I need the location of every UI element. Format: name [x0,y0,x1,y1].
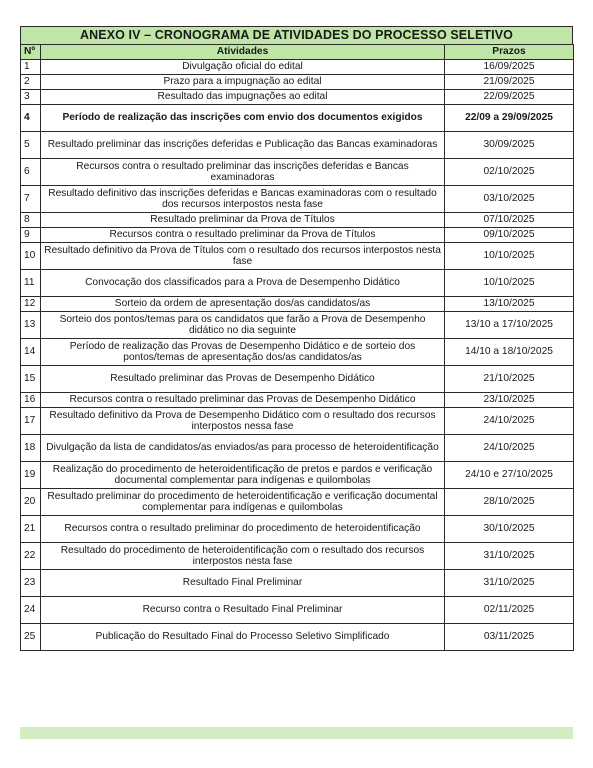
row-activity: Recursos contra o resultado preliminar das inscrições deferidas e Bancas examinadoras [41,159,445,186]
row-activity: Resultado Final Preliminar [41,570,445,597]
row-number: 8 [21,213,41,228]
row-deadline: 24/10/2025 [445,435,574,462]
row-deadline: 22/09/2025 [445,90,574,105]
row-activity: Recursos contra o resultado preliminar da Prova de Títulos [41,228,445,243]
table-row [21,186,574,213]
table-row [21,339,574,366]
row-activity: Período de realização das Provas de Desempenho Didático e de sorteio dos pontos/temas de apresentação dos/as candidatos/as [41,339,445,366]
row-deadline: 14/10 a 18/10/2025 [445,339,574,366]
row-number: 13 [21,312,41,339]
row-number: 10 [21,243,41,270]
row-activity: Resultado preliminar das inscrições deferidas e Publicação das Bancas examinadoras [41,132,445,159]
row-number: 2 [21,75,41,90]
table-row [21,597,574,624]
table-row [21,312,574,339]
table-row [21,132,574,159]
table-row [21,435,574,462]
row-activity: Prazo para a impugnação ao edital [41,75,445,90]
row-number: 7 [21,186,41,213]
row-number: 21 [21,516,41,543]
table-row [21,243,574,270]
row-deadline: 21/10/2025 [445,366,574,393]
row-deadline: 07/10/2025 [445,213,574,228]
table-row [21,228,574,243]
row-deadline: 28/10/2025 [445,489,574,516]
row-deadline: 03/10/2025 [445,186,574,213]
row-number: 6 [21,159,41,186]
table-row [21,213,574,228]
row-activity: Resultado do procedimento de heteroidentificação com o resultado dos recursos interpostos nesta fase [41,543,445,570]
table-row [21,570,574,597]
table-row [21,543,574,570]
row-deadline: 23/10/2025 [445,393,574,408]
table-row [21,297,574,312]
row-number: 25 [21,624,41,651]
row-number: 11 [21,270,41,297]
header-number: Nº [21,45,41,60]
row-activity: Recursos contra o resultado preliminar das Provas de Desempenho Didático [41,393,445,408]
table-row [21,462,574,489]
row-activity: Sorteio da ordem de apresentação dos/as candidatos/as [41,297,445,312]
table-row [21,489,574,516]
row-number: 17 [21,408,41,435]
table-row [21,516,574,543]
row-deadline: 16/09/2025 [445,60,574,75]
row-deadline: 09/10/2025 [445,228,574,243]
row-activity: Divulgação oficial do edital [41,60,445,75]
row-activity: Resultado preliminar do procedimento de heteroidentificação e verificação documental complementar para indígenas e quilombolas [41,489,445,516]
row-number: 5 [21,132,41,159]
row-activity: Resultado preliminar das Provas de Desempenho Didático [41,366,445,393]
row-activity: Resultado preliminar da Prova de Títulos [41,213,445,228]
row-deadline: 03/11/2025 [445,624,574,651]
schedule-table [20,44,574,651]
row-activity: Recursos contra o resultado preliminar do procedimento de heteroidentificação [41,516,445,543]
row-deadline: 24/10 e 27/10/2025 [445,462,574,489]
row-activity: Resultado das impugnações ao edital [41,90,445,105]
header-activities: Atividades [41,45,445,60]
row-activity: Resultado definitivo da Prova de Desempenho Didático com o resultado dos recursos interpostos nessa fase [41,408,445,435]
footer-decoration [20,727,573,739]
row-number: 15 [21,366,41,393]
row-activity: Resultado definitivo da Prova de Títulos com o resultado dos recursos interpostos nesta fase [41,243,445,270]
row-activity: Sorteio dos pontos/temas para os candidatos que farão a Prova de Desempenho didático no dia seguinte [41,312,445,339]
row-number: 22 [21,543,41,570]
row-deadline: 21/09/2025 [445,75,574,90]
row-number: 14 [21,339,41,366]
row-number: 23 [21,570,41,597]
table-row [21,60,574,75]
row-number: 1 [21,60,41,75]
table-row [21,393,574,408]
row-activity: Recurso contra o Resultado Final Preliminar [41,597,445,624]
row-activity: Período de realização das inscrições com envio dos documentos exigidos [41,105,445,132]
row-activity: Resultado definitivo das inscrições deferidas e Bancas examinadoras com o resultado dos recursos interpostos nesta fase [41,186,445,213]
row-number: 20 [21,489,41,516]
table-row [21,75,574,90]
row-number: 4 [21,105,41,132]
table-row [21,90,574,105]
header-deadlines: Prazos [445,45,574,60]
row-deadline: 30/09/2025 [445,132,574,159]
table-header-row [21,45,574,60]
row-deadline: 10/10/2025 [445,270,574,297]
row-deadline: 02/10/2025 [445,159,574,186]
table-row [21,270,574,297]
row-deadline: 30/10/2025 [445,516,574,543]
row-activity: Convocação dos classificados para a Prova de Desempenho Didático [41,270,445,297]
table-row [21,105,574,132]
row-number: 16 [21,393,41,408]
table-row [21,408,574,435]
row-deadline: 02/11/2025 [445,597,574,624]
schedule-document [20,26,573,651]
row-activity: Realização do procedimento de heteroidentificação de pretos e pardos e verificação documental complementar para indígenas e quilombolas [41,462,445,489]
table-row [21,624,574,651]
row-deadline: 22/09 a 29/09/2025 [445,105,574,132]
row-deadline: 24/10/2025 [445,408,574,435]
row-deadline: 31/10/2025 [445,543,574,570]
row-number: 19 [21,462,41,489]
document-title: ANEXO IV – CRONOGRAMA DE ATIVIDADES DO PROCESSO SELETIVO [20,26,573,44]
row-deadline: 10/10/2025 [445,243,574,270]
row-number: 24 [21,597,41,624]
table-body [21,60,574,651]
row-number: 12 [21,297,41,312]
row-deadline: 13/10/2025 [445,297,574,312]
row-number: 3 [21,90,41,105]
row-number: 9 [21,228,41,243]
row-activity: Divulgação da lista de candidatos/as enviados/as para processo de heteroidentificação [41,435,445,462]
table-row [21,159,574,186]
row-deadline: 31/10/2025 [445,570,574,597]
row-activity: Publicação do Resultado Final do Processo Seletivo Simplificado [41,624,445,651]
table-row [21,366,574,393]
row-deadline: 13/10 a 17/10/2025 [445,312,574,339]
row-number: 18 [21,435,41,462]
